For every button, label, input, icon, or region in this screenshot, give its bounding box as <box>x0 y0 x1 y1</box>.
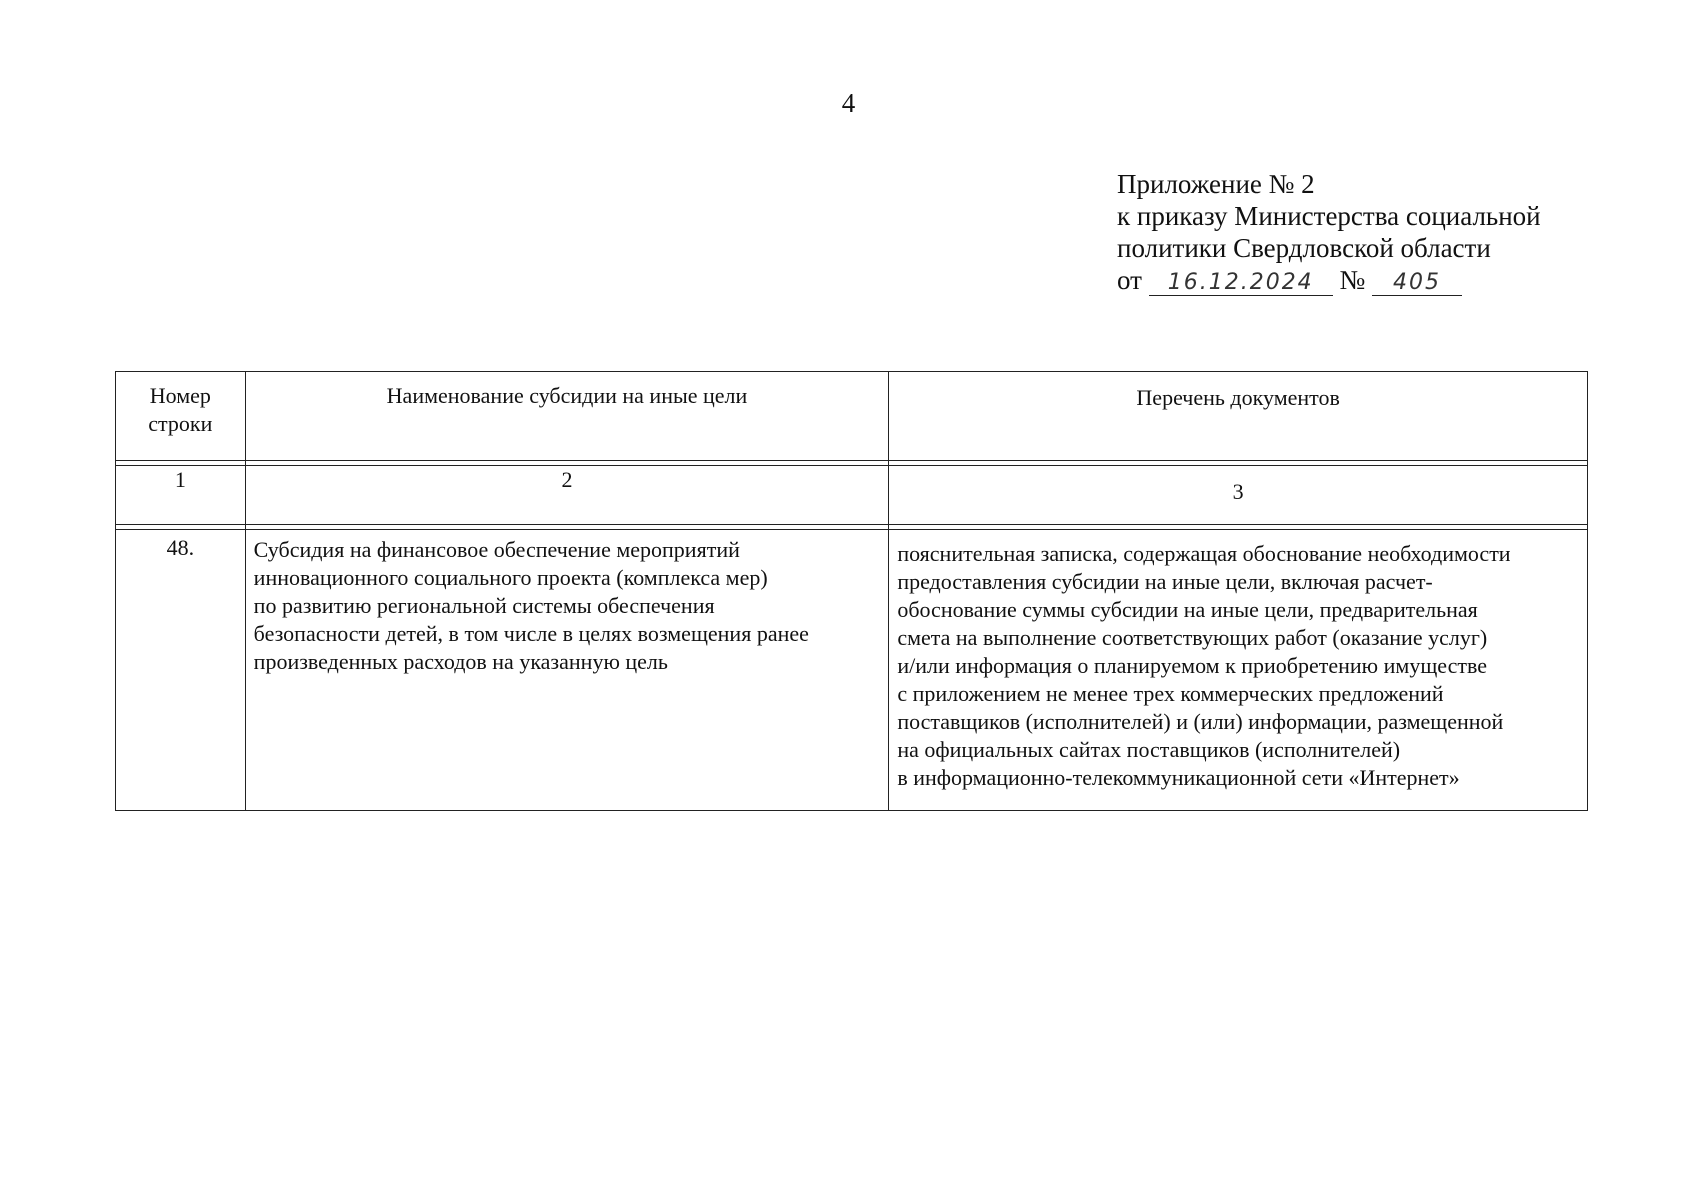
appendix-order-line: к приказу Министерства социальной <box>1117 201 1541 231</box>
documents-line: в информационно-телекоммуникационной сети «Интернет» <box>897 765 1460 790</box>
column-numbers-row <box>116 466 1588 525</box>
handwritten-date: 16.12.2024 <box>1149 271 1333 296</box>
header-subsidy-name: Наименование субсидии на иные цели <box>245 372 889 461</box>
appendix-date-line <box>1117 264 1541 296</box>
from-label: от <box>1117 265 1142 295</box>
documents-line: поставщиков (исполнителей) и (или) информации, размещенной <box>897 709 1504 734</box>
subsidy-name-line: безопасности детей, в том числе в целях возмещения ранее <box>253 621 809 646</box>
subsidy-name-line: произведенных расходов на указанную цель <box>253 649 668 674</box>
documents-line: обоснование суммы субсидии на иные цели, предварительная <box>897 597 1478 622</box>
documents-cell <box>889 530 1588 811</box>
column-number-2: 2 <box>245 466 889 525</box>
header-row-number <box>116 372 246 461</box>
number-label: № <box>1339 265 1366 295</box>
appendix-title: Приложение № 2 <box>1117 169 1315 199</box>
documents-line: с приложением не менее трех коммерческих предложений <box>897 681 1444 706</box>
table-header-row <box>116 372 1588 461</box>
documents-line: и/или информация о планируемом к приобретению имуществе <box>897 653 1487 678</box>
documents-line: смета на выполнение соответствующих работ (оказание услуг) <box>897 625 1488 650</box>
column-number-3: 3 <box>889 466 1588 525</box>
documents-line: на официальных сайтах поставщиков (исполнителей) <box>897 737 1401 762</box>
header-row-number-line2: строки <box>148 411 213 436</box>
subsidy-name-cell <box>245 530 889 811</box>
documents-line: пояснительная записка, содержащая обоснование необходимости <box>897 541 1511 566</box>
subsidy-table <box>115 371 1588 811</box>
documents-line: предоставления субсидии на иные цели, включая расчет- <box>897 569 1433 594</box>
header-documents: Перечень документов <box>889 372 1588 461</box>
page-number: 4 <box>841 88 856 118</box>
column-number-1: 1 <box>116 466 246 525</box>
subsidy-name-line: Субсидия на финансовое обеспечение мероприятий <box>253 537 740 562</box>
appendix-ministry-line: политики Свердловской области <box>1117 233 1491 263</box>
subsidy-name-line: инновационного социального проекта (комплекса мер) <box>253 565 768 590</box>
row-number: 48. <box>116 530 246 811</box>
subsidy-name-line: по развитию региональной системы обеспечения <box>253 593 715 618</box>
table-row <box>116 530 1588 811</box>
handwritten-number: 405 <box>1372 271 1462 296</box>
appendix-block <box>1117 168 1541 296</box>
header-row-number-line1: Номер <box>149 383 211 408</box>
